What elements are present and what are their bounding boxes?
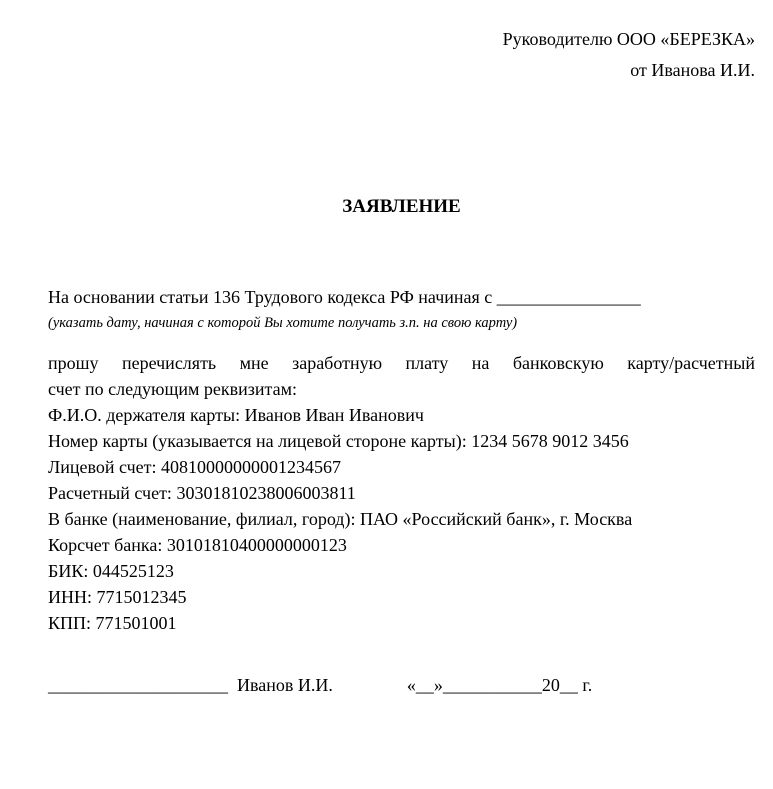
field-inn-label: ИНН: <box>48 587 92 607</box>
field-personal-account <box>48 454 755 480</box>
request-line-2: счет по следующим реквизитам: <box>48 379 297 399</box>
requisites-list <box>48 402 755 636</box>
field-inn-value: 7715012345 <box>96 587 187 607</box>
field-bik <box>48 558 755 584</box>
field-corr-account <box>48 532 755 558</box>
field-card-holder <box>48 402 755 428</box>
request-paragraph <box>48 350 755 402</box>
field-card-number-value: 1234 5678 9012 3456 <box>471 431 629 451</box>
field-settlement-account-label: Расчетный счет: <box>48 483 172 503</box>
opening-text: На основании статьи 136 Трудового кодекса РФ начиная с <box>48 287 493 307</box>
field-kpp <box>48 610 755 636</box>
field-kpp-value: 771501001 <box>95 613 177 633</box>
field-settlement-account-value: 30301810238006003811 <box>176 483 356 503</box>
signature-date-placeholder: «__»___________20__ г. <box>406 675 593 695</box>
sender-line: от Иванова И.И. <box>630 60 755 80</box>
document-header <box>48 24 755 86</box>
field-card-holder-label: Ф.И.О. держателя карты: <box>48 405 241 425</box>
opening-paragraph <box>48 284 755 334</box>
field-settlement-account <box>48 480 755 506</box>
field-bank <box>48 506 755 532</box>
field-bank-label: В банке (наименование, филиал, город): <box>48 509 356 529</box>
field-corr-account-label: Корсчет банка: <box>48 535 163 555</box>
date-blank-line: ________________ <box>496 287 641 307</box>
field-card-holder-value: Иванов Иван Иванович <box>244 405 424 425</box>
recipient-line: Руководителю ООО «БЕРЕЗКА» <box>502 29 755 49</box>
field-card-number-label: Номер карты (указывается на лицевой стороне карты): <box>48 431 467 451</box>
signature-name: Иванов И.И. <box>237 675 333 695</box>
field-card-number <box>48 428 755 454</box>
field-kpp-label: КПП: <box>48 613 92 633</box>
field-personal-account-label: Лицевой счет: <box>48 457 157 477</box>
date-hint: (указать дату, начиная с которой Вы хотите получать з.п. на свою карту) <box>48 315 518 331</box>
field-bik-label: БИК: <box>48 561 89 581</box>
signature-row <box>48 672 755 698</box>
field-bank-value: ПАО «Российский банк», г. Москва <box>359 509 633 529</box>
field-personal-account-value: 40810000000001234567 <box>161 457 342 477</box>
opening-line <box>48 284 755 310</box>
field-inn <box>48 584 755 610</box>
request-line-1: прошу перечислять мне заработную плату на банковскую карту/расчетный <box>48 353 755 373</box>
field-corr-account-value: 30101810400000000123 <box>166 535 347 555</box>
field-bik-value: 044525123 <box>92 561 174 581</box>
signature-blank-line: ____________________ <box>48 675 228 695</box>
document-title: ЗАЯВЛЕНИЕ <box>342 196 461 217</box>
